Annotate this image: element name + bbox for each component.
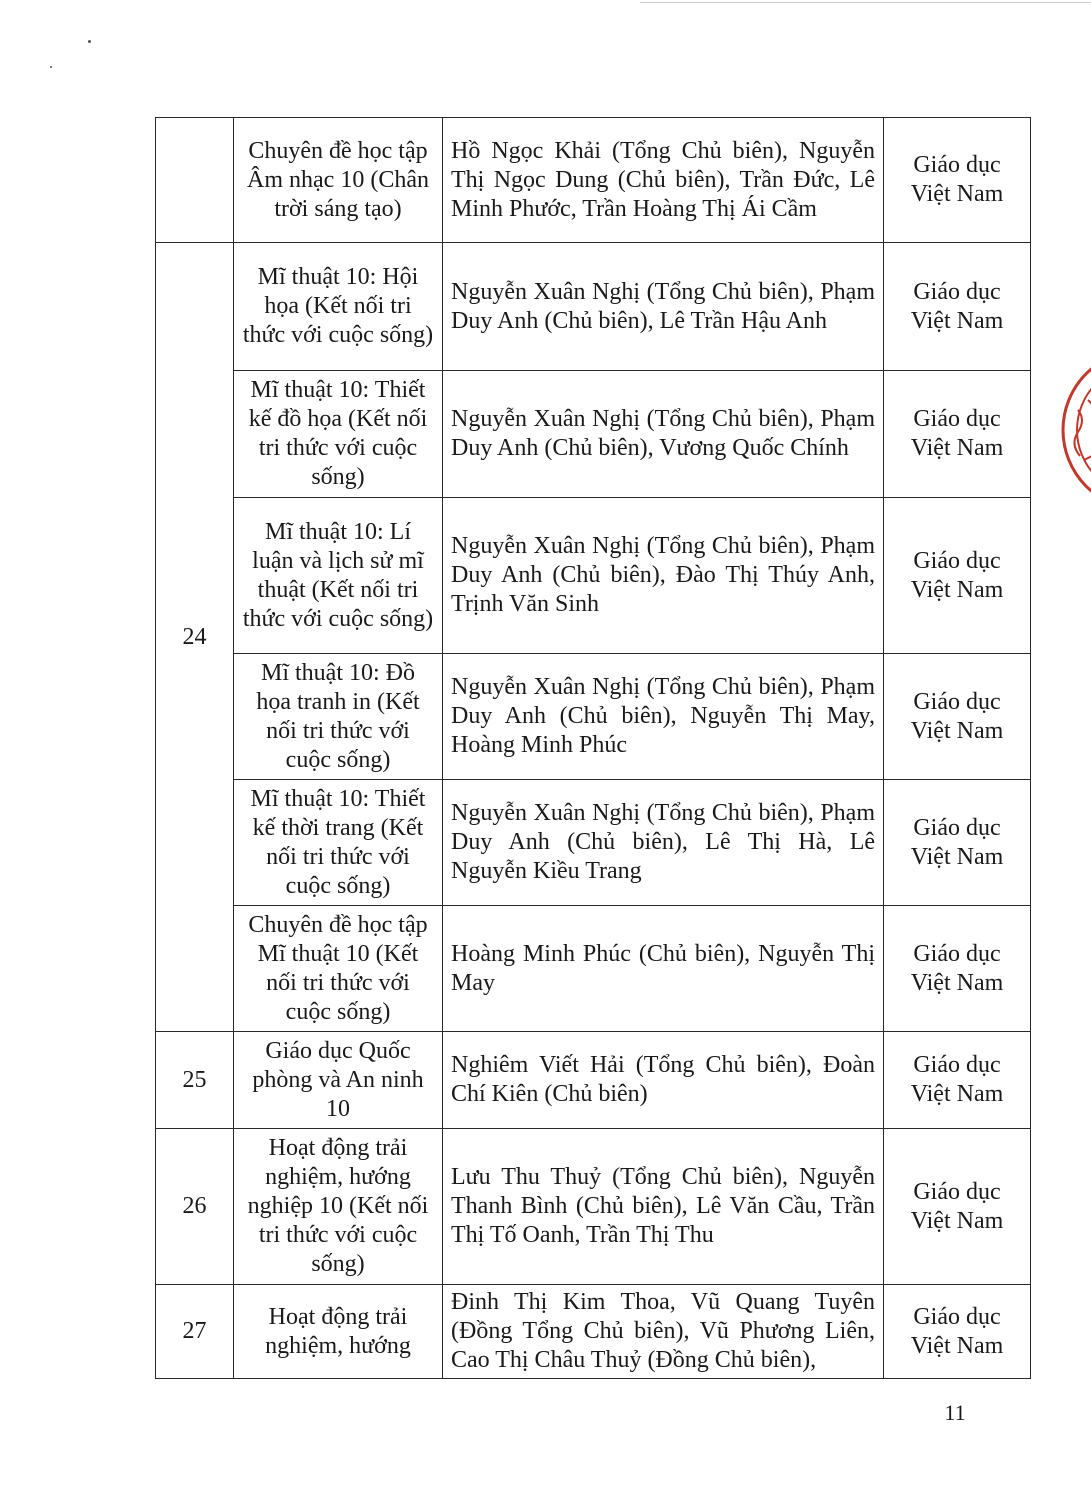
publisher-cell: Giáo dục Việt Nam (884, 1129, 1031, 1285)
title-cell: Hoạt động trải nghiệm, hướng (234, 1285, 443, 1379)
stt-cell: 24 (156, 243, 234, 1032)
scan-speck (50, 66, 52, 68)
table-row (156, 906, 1031, 1032)
table-row (156, 1285, 1031, 1379)
title-cell: Giáo dục Quốc phòng và An ninh 10 (234, 1032, 443, 1129)
authors-cell: Nguyễn Xuân Nghị (Tổng Chủ biên), Phạm Duy Anh (Chủ biên), Lê Thị Hà, Lê Nguyễn Kiều Trang (443, 780, 884, 906)
official-seal-stamp (1058, 340, 1091, 520)
authors-cell: Hoàng Minh Phúc (Chủ biên), Nguyễn Thị May (443, 906, 884, 1032)
title-cell: Chuyên đề học tập Mĩ thuật 10 (Kết nối tri thức với cuộc sống) (234, 906, 443, 1032)
title-cell: Mĩ thuật 10: Thiết kế đồ họa (Kết nối tri thức với cuộc sống) (234, 371, 443, 498)
page-number: 11 (944, 1400, 966, 1425)
authors-cell: Lưu Thu Thuỷ (Tổng Chủ biên), Nguyễn Thanh Bình (Chủ biên), Lê Văn Cầu, Trần Thị Tố Oanh, Trần Thị Thu (443, 1129, 884, 1285)
title-cell: Mĩ thuật 10: Hội họa (Kết nối tri thức với cuộc sống) (234, 243, 443, 371)
seal-icon (1058, 340, 1091, 520)
title-cell: Mĩ thuật 10: Lí luận và lịch sử mĩ thuật (Kết nối tri thức với cuộc sống) (234, 498, 443, 654)
title-cell: Chuyên đề học tập Âm nhạc 10 (Chân trời sáng tạo) (234, 118, 443, 243)
title-cell: Hoạt động trải nghiệm, hướng nghiệp 10 (Kết nối tri thức với cuộc sống) (234, 1129, 443, 1285)
table-row (156, 1129, 1031, 1285)
publisher-cell: Giáo dục Việt Nam (884, 1285, 1031, 1379)
table-row (156, 498, 1031, 654)
publisher-cell: Giáo dục Việt Nam (884, 780, 1031, 906)
table-row (156, 118, 1031, 243)
authors-cell: Hồ Ngọc Khải (Tổng Chủ biên), Nguyễn Thị Ngọc Dung (Chủ biên), Trần Đức, Lê Minh Phước, Trần Hoàng Thị Ái Cầm (443, 118, 884, 243)
stt-cell: 26 (156, 1129, 234, 1285)
publisher-cell: Giáo dục Việt Nam (884, 654, 1031, 780)
table-row (156, 371, 1031, 498)
title-cell: Mĩ thuật 10: Đồ họa tranh in (Kết nối tri thức với cuộc sống) (234, 654, 443, 780)
scan-edge-line (640, 2, 1091, 3)
stt-cell (156, 118, 234, 243)
authors-cell: Nghiêm Viết Hải (Tổng Chủ biên), Đoàn Chí Kiên (Chủ biên) (443, 1032, 884, 1129)
publisher-cell: Giáo dục Việt Nam (884, 371, 1031, 498)
authors-cell: Nguyễn Xuân Nghị (Tổng Chủ biên), Phạm Duy Anh (Chủ biên), Lê Trần Hậu Anh (443, 243, 884, 371)
table-row (156, 243, 1031, 371)
table-row (156, 654, 1031, 780)
publisher-cell: Giáo dục Việt Nam (884, 243, 1031, 371)
authors-cell: Đinh Thị Kim Thoa, Vũ Quang Tuyên (Đồng Tổng Chủ biên), Vũ Phương Liên, Cao Thị Châu Thuỷ (Đồng Chủ biên), (443, 1285, 884, 1379)
textbook-table (155, 117, 1031, 1379)
publisher-cell: Giáo dục Việt Nam (884, 498, 1031, 654)
scan-speck (88, 40, 91, 43)
table-row (156, 780, 1031, 906)
authors-cell: Nguyễn Xuân Nghị (Tổng Chủ biên), Phạm Duy Anh (Chủ biên), Vương Quốc Chính (443, 371, 884, 498)
publisher-cell: Giáo dục Việt Nam (884, 906, 1031, 1032)
authors-cell: Nguyễn Xuân Nghị (Tổng Chủ biên), Phạm Duy Anh (Chủ biên), Nguyễn Thị May, Hoàng Minh Phúc (443, 654, 884, 780)
authors-cell: Nguyễn Xuân Nghị (Tổng Chủ biên), Phạm Duy Anh (Chủ biên), Đào Thị Thúy Anh, Trịnh Văn Sinh (443, 498, 884, 654)
title-cell: Mĩ thuật 10: Thiết kế thời trang (Kết nối tri thức với cuộc sống) (234, 780, 443, 906)
publisher-cell: Giáo dục Việt Nam (884, 1032, 1031, 1129)
publisher-cell: Giáo dục Việt Nam (884, 118, 1031, 243)
stt-cell: 25 (156, 1032, 234, 1129)
table-row (156, 1032, 1031, 1129)
stt-cell: 27 (156, 1285, 234, 1379)
